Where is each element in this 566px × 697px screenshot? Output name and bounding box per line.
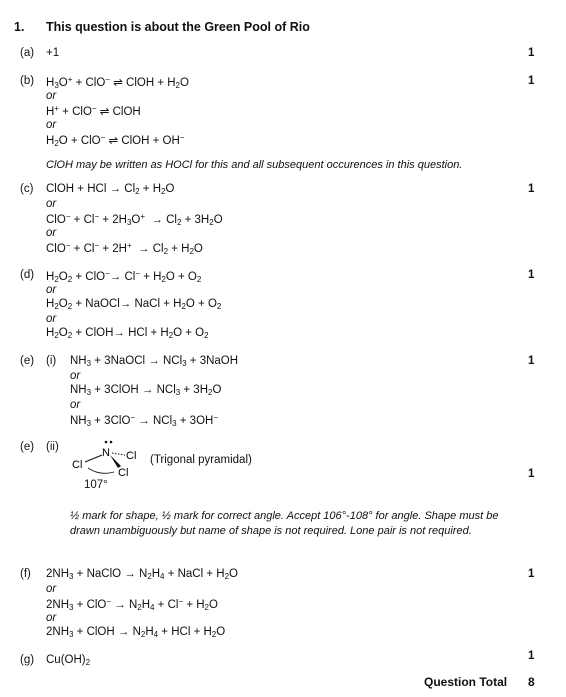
part-c-mark: 1 xyxy=(528,183,535,195)
part-g-label: (g) xyxy=(20,654,35,666)
part-g-answer: $Cu(OH)_2$ xyxy=(46,654,91,667)
part-f-mark: 1 xyxy=(528,568,535,580)
chlorine-atom: Cl xyxy=(126,450,137,462)
part-e-ii-label: (ii) xyxy=(46,441,59,453)
or-label: or xyxy=(46,313,57,325)
question-total-value: 8 xyxy=(528,675,535,689)
part-a-label: (a) xyxy=(20,47,35,59)
or-label: or xyxy=(70,370,81,382)
equation-d1: $H_2O_2 + ClO^-\to Cl^- + H_2O + O_2$ xyxy=(46,269,202,284)
equation-b1: $H_3O^+ + ClO^-$ ⇌ ClOH + $H_2O$ xyxy=(46,75,189,90)
equation-c2: $ClO^- + Cl^- + 2H_3O^+ \to Cl_2 + 3H_2O$ xyxy=(46,212,223,227)
equation-e3: $NH_3 + 3ClO^- \to NCl_3 + 3OH^-$ xyxy=(70,413,219,428)
bond-angle-label: 107° xyxy=(84,479,108,491)
equation-d3: $H_2O_2$ + ClOH→ HCl + $H_2O + O_2$ xyxy=(46,327,209,340)
part-f-label: (f) xyxy=(20,568,31,580)
part-g-mark: 1 xyxy=(528,650,535,662)
part-b-note: ClOH may be written as HOCl for this and all subsequent occurences in this question. xyxy=(46,159,463,171)
lone-pair-dot xyxy=(105,441,108,444)
question-title: This question is about the Green Pool of Rio xyxy=(46,20,310,34)
nitrogen-atom: N xyxy=(102,447,110,459)
or-label: or xyxy=(46,119,57,131)
part-c-label: (c) xyxy=(20,183,34,195)
part-e-label: (e) xyxy=(20,441,35,453)
hashed-bond xyxy=(112,453,125,455)
part-e-label: (e) xyxy=(20,355,35,367)
ncl3-structure-diagram xyxy=(68,436,148,486)
or-label: or xyxy=(46,612,57,624)
equation-c1: ClOH + HCl → $Cl_2 + H_2O$ xyxy=(46,183,175,196)
lone-pair-dot xyxy=(110,441,113,444)
equation-b3: $H_2O + ClO^-$ ⇌ ClOH + OH− xyxy=(46,133,185,148)
chlorine-atom: Cl xyxy=(118,467,129,479)
part-e-i-mark: 1 xyxy=(528,355,535,367)
part-a-mark: 1 xyxy=(528,47,535,59)
part-b-mark: 1 xyxy=(528,75,535,87)
chlorine-atom: Cl xyxy=(72,459,83,471)
equation-e1: $NH_3$ + 3NaOCl → NCl$_3$ + 3NaOH xyxy=(70,355,239,368)
question-total-label: Question Total xyxy=(424,675,508,689)
part-e-ii-mark: 1 xyxy=(528,468,535,480)
or-label: or xyxy=(46,284,57,296)
bond-line xyxy=(85,455,102,462)
part-b-label: (b) xyxy=(20,75,35,87)
part-d-mark: 1 xyxy=(528,269,535,281)
equation-f1: $2NH_3$ + NaClO → $N_2H_4$ + NaCl + $H_2O$ xyxy=(46,568,238,581)
equation-b2: H+ + ClO− ⇌ ClOH xyxy=(46,104,141,118)
equation-e2: $NH_3$ + 3ClOH → $NCl_3 + 3H_2O$ xyxy=(70,384,222,397)
part-d-label: (d) xyxy=(20,269,35,281)
equation-f2: $2NH_3 + ClO^- \to N_2H_4 + Cl^- + H_2O$ xyxy=(46,597,218,612)
equation-f3: $2NH_3$ + ClOH → $N_2H_4$ + HCl + $H_2O$ xyxy=(46,626,226,639)
shape-name: (Trigonal pyramidal) xyxy=(150,454,252,466)
or-label: or xyxy=(46,198,57,210)
or-label: or xyxy=(46,227,57,239)
or-label: or xyxy=(46,90,57,102)
part-e-i-label: (i) xyxy=(46,355,57,367)
or-label: or xyxy=(46,583,57,595)
or-label: or xyxy=(70,399,81,411)
part-a-answer: +1 xyxy=(46,47,60,59)
question-number: 1. xyxy=(14,20,25,34)
equation-c3: $ClO^- + Cl^- + 2H^+ \to Cl_2 + H_2O$ xyxy=(46,241,203,256)
part-e-ii-note: ½ mark for shape, ½ mark for correct angle. Accept 106°-108° for angle. Shape must be drawn unambiguously but name of shape is not required. Lone pair is not required. xyxy=(70,510,499,537)
bond-angle-arc xyxy=(88,468,114,473)
equation-d2: $H_2O_2$ + NaOCl→ NaCl + $H_2O + O_2$ xyxy=(46,298,222,311)
